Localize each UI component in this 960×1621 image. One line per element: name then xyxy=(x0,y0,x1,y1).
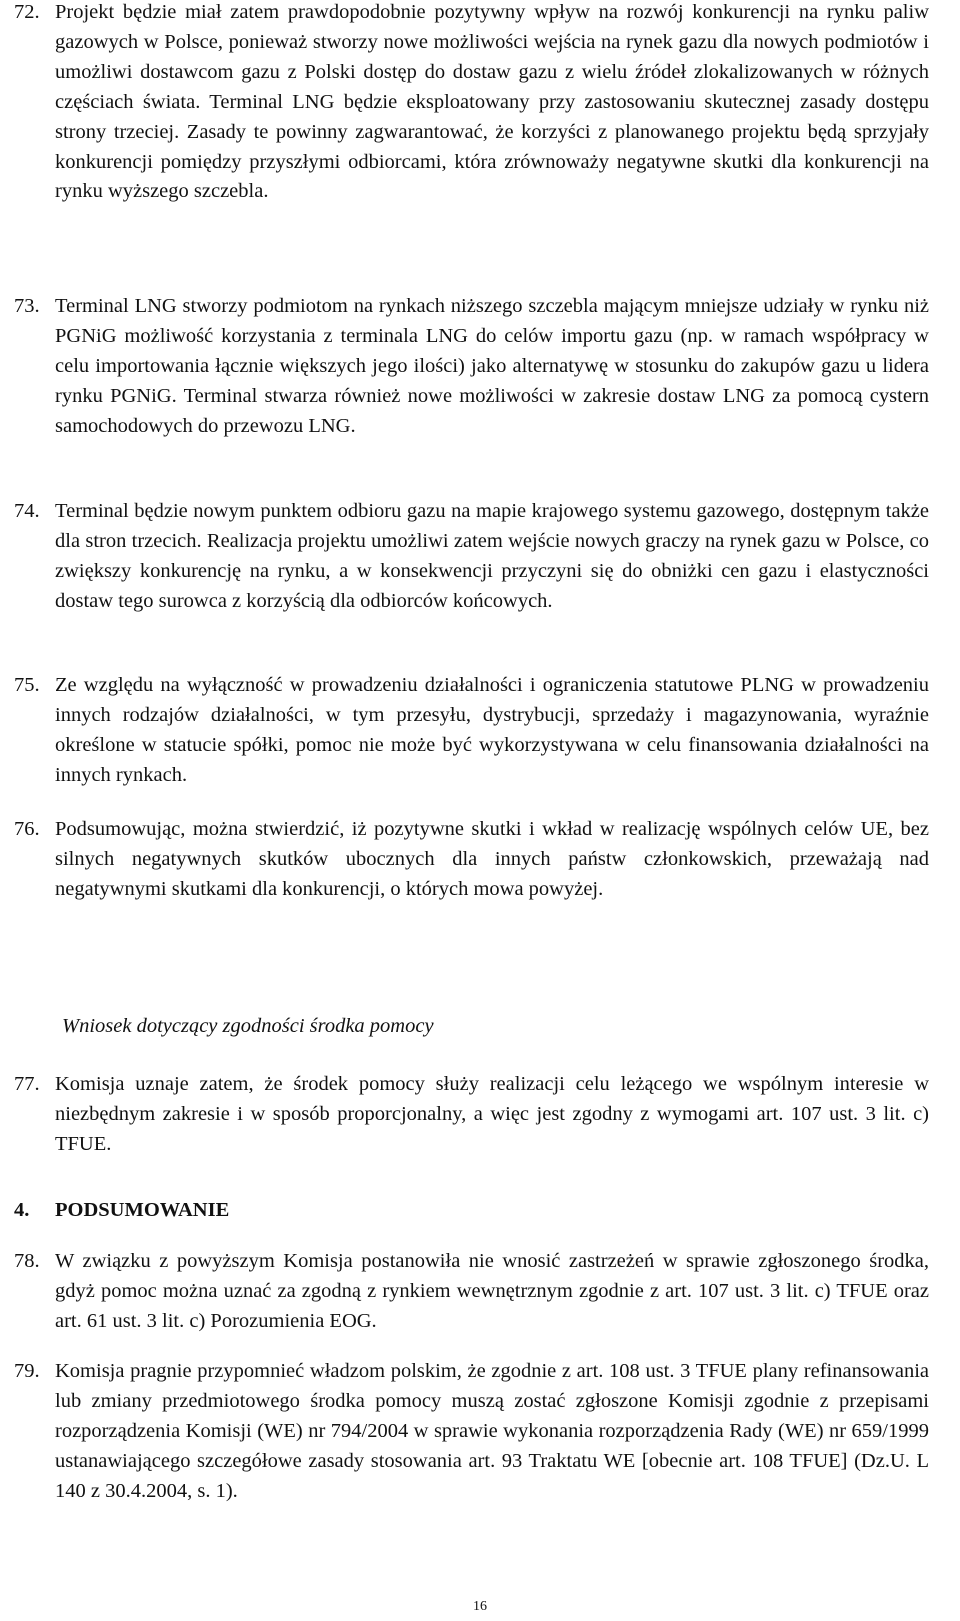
paragraph-79 xyxy=(14,1357,929,1507)
paragraph-text: Komisja uznaje zatem, że środek pomocy służy realizacji celu leżącego we wspólnym interesie w niezbędnym zakresie i w sposób proporcjonalny, a więc jest zgodny z wymogami art. 107 ust. 3 lit. c) TFUE. xyxy=(55,1073,929,1155)
paragraph-78 xyxy=(14,1247,929,1337)
paragraph-number: 79. xyxy=(14,1360,40,1382)
subheading: Wniosek dotyczący zgodności środka pomocy xyxy=(62,1015,434,1037)
page-number: 16 xyxy=(473,1599,487,1614)
paragraph-number: 74. xyxy=(14,500,40,522)
paragraph-text: Komisja pragnie przypomnieć władzom polskim, że zgodnie z art. 108 ust. 3 TFUE plany refinansowania lub zmiany przedmiotowego środka pomocy muszą zostać zgłoszone Komisji zgodnie z przepisami rozporządzenia Komisji (WE) nr 794/2004 w sprawie wykonania rozporządzenia Rady (WE) nr 659/1999 ustanawiającego szczegółowe zasady stosowania art. 93 Traktatu WE [obecnie art. 108 TFUE] (Dz.U. L 140 z 30.4.2004, s. 1). xyxy=(55,1360,929,1502)
paragraph-text: Terminal będzie nowym punktem odbioru gazu na mapie krajowego systemu gazowego, dostępnym także dla stron trzecich. Realizacja projektu umożliwi zatem wejście nowych graczy na rynek gazu w Polsce, co zwiększy konkurencję na rynku, a w konsekwencji przyczyni się do obniżki cen gazu i elastyczności dostaw tego surowca z korzyścią dla odbiorców końcowych. xyxy=(55,500,929,612)
section-title: PODSUMOWANIE xyxy=(55,1199,230,1221)
paragraph-72 xyxy=(14,0,929,207)
paragraph-number: 75. xyxy=(14,674,40,696)
paragraph-number: 76. xyxy=(14,818,40,840)
paragraph-text: Terminal LNG stworzy podmiotom na rynkach niższego szczebla mającym mniejsze udziały w rynku niż PGNiG możliwość korzystania z terminala LNG do celów importu gazu (np. w ramach współpracy w celu importowania łącznie większych jego ilości) jako alternatywę w stosunku do zakupów gazu u lidera rynku PGNiG. Terminal stwarza również nowe możliwości w zakresie dostaw LNG za pomocą cystern samochodowych do przewozu LNG. xyxy=(55,295,929,437)
paragraph-number: 72. xyxy=(14,1,40,23)
paragraph-number: 73. xyxy=(14,295,40,317)
paragraph-77 xyxy=(14,1070,929,1160)
section-heading xyxy=(14,1195,229,1225)
paragraph-73 xyxy=(14,292,929,442)
paragraph-text: Projekt będzie miał zatem prawdopodobnie pozytywny wpływ na rozwój konkurencji na rynku paliw gazowych w Polsce, ponieważ stworzy nowe możliwości wejścia na rynek gazu dla nowych podmiotów i umożliwi dostawcom gazu z Polski dostęp do dostaw gazu z wielu źródeł zlokalizowanych w różnych częściach świata. Terminal LNG będzie eksploatowany przy zastosowaniu skutecznej zasady dostępu strony trzeciej. Zasady te powinny zagwarantować, że korzyści z planowanego projektu będą sprzyjały konkurencji pomiędzy przyszłymi odbiorcami, która zrównoważy negatywne skutki dla konkurencji na rynku wyższego szczebla. xyxy=(55,1,929,203)
paragraph-75 xyxy=(14,671,929,791)
paragraph-number: 78. xyxy=(14,1250,40,1272)
paragraph-text: Podsumowując, można stwierdzić, iż pozytywne skutki i wkład w realizację wspólnych celów UE, bez silnych negatywnych skutków ubocznych dla innych państw członkowskich, przeważają nad negatywnymi skutkami dla konkurencji, o których mowa powyżej. xyxy=(55,818,929,900)
paragraph-number: 77. xyxy=(14,1073,40,1095)
section-number: 4. xyxy=(14,1199,30,1221)
paragraph-76 xyxy=(14,815,929,905)
paragraph-74 xyxy=(14,497,929,617)
paragraph-text: W związku z powyższym Komisja postanowiła nie wnosić zastrzeżeń w sprawie zgłoszonego środka, gdyż pomoc można uznać za zgodną z rynkiem wewnętrznym zgodnie z art. 107 ust. 3 lit. c) TFUE oraz art. 61 ust. 3 lit. c) Porozumienia EOG. xyxy=(55,1250,929,1332)
paragraph-text: Ze względu na wyłączność w prowadzeniu działalności i ograniczenia statutowe PLNG w prowadzeniu innych rodzajów działalności, w tym przesyłu, dystrybucji, sprzedaży i magazynowania, wyraźnie określone w statucie spółki, pomoc nie może być wykorzystywana w celu finansowania działalności na innych rynkach. xyxy=(55,674,929,786)
